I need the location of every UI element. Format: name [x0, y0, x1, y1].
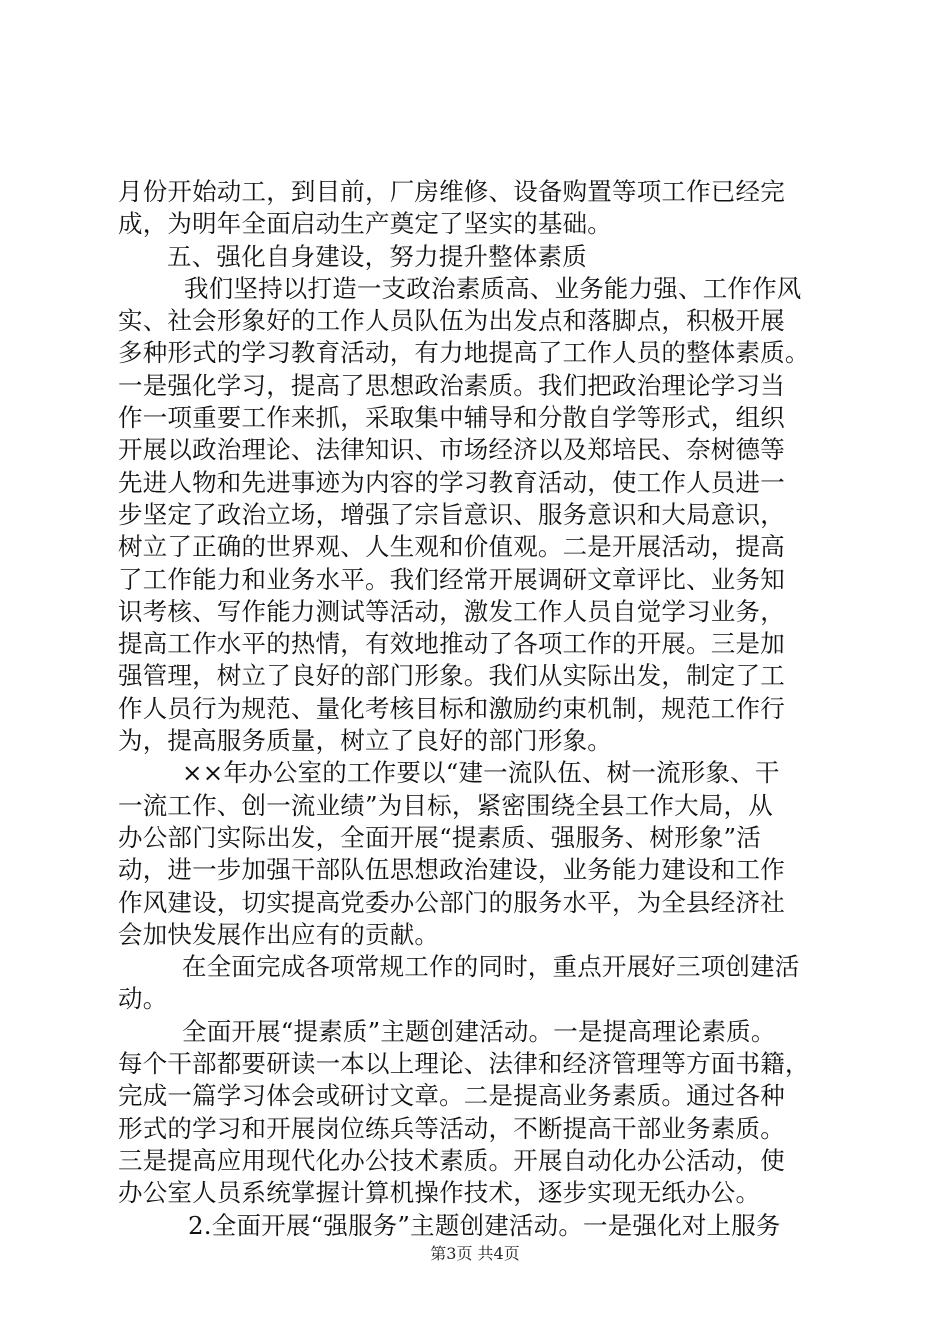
text-line: 一流工作、创一流业绩”为目标，紧密围绕全县工作大局，从 [118, 790, 773, 820]
paragraph-start: 全面开展“提素质”主题创建活动。一是提高理论素质。 [182, 1016, 776, 1046]
text-line: 开展以政治理论、法律知识、市场经济以及郑培民、奈树德等 [118, 435, 785, 465]
paragraph-start: ××年办公室的工作要以“建一流队伍、树一流形象、干 [182, 758, 780, 788]
text-line: 先进人物和先进事迹为内容的学习教育活动，使工作人员进一 [118, 467, 785, 497]
text-line: 作风建设，切实提高党委办公部门的服务水平，为全县经济社 [118, 887, 785, 917]
text-line: 步坚定了政治立场，增强了宗旨意识、服务意识和大局意识， [118, 499, 785, 529]
text-line: 每个干部都要研读一本以上理论、法律和经济管理等方面书籍， [118, 1049, 810, 1079]
text-line: 识考核、写作能力测试等活动，激发工作人员自觉学习业务， [118, 596, 785, 626]
text-line: 月份开始动工，到目前，厂房维修、设备购置等项工作已经完 [118, 177, 785, 206]
text-line: 强管理，树立了良好的部门形象。我们从实际出发，制定了工 [118, 661, 785, 691]
text-line: 树立了正确的世界观、人生观和价值观。二是开展活动，提高 [118, 532, 785, 562]
text-line: 多种形式的学习教育活动，有力地提高了工作人员的整体素质。 [118, 338, 810, 368]
paragraph-start: 我们坚持以打造一支政治素质高、业务能力强、工作作风 [184, 273, 802, 303]
text-line: 会加快发展作出应有的贡献。 [118, 919, 440, 949]
text-line: 办公室人员系统掌握计算机操作技术，逐步实现无纸办公。 [118, 1178, 761, 1208]
text-line: 为，提高服务质量，树立了良好的部门形象。 [118, 726, 612, 756]
text-line: 成，为明年全面启动生产奠定了坚实的基础。 [118, 209, 612, 239]
section-heading: 五、强化自身建设，努力提升整体素质 [167, 241, 587, 271]
text-line: 动。 [118, 984, 168, 1014]
body-text [118, 176, 840, 1242]
text-line: 办公部门实际出发，全面开展“提素质、强服务、树形象”活 [118, 822, 761, 852]
paragraph-start: 2.全面开展“强服务”主题创建活动。一是强化对上服务 [188, 1210, 781, 1240]
text-line: 实、社会形象好的工作人员队伍为出发点和落脚点，积极开展 [118, 306, 785, 336]
page-footer: 第3页 共4页 [430, 1244, 520, 1263]
text-line: 三是提高应用现代化办公技术素质。开展自动化办公活动，使 [118, 1145, 785, 1175]
paragraph-start: 在全面完成各项常规工作的同时，重点开展好三项创建活 [182, 952, 800, 982]
text-line: 作一项重要工作来抓，采取集中辅导和分散自学等形式，组织 [118, 403, 785, 433]
text-line: 提高工作水平的热情，有效地推动了各项工作的开展。三是加 [118, 629, 785, 659]
text-line: 形式的学习和开展岗位练兵等活动，不断提高干部业务素质。 [118, 1113, 785, 1143]
text-line: 了工作能力和业务水平。我们经常开展调研文章评比、业务知 [118, 564, 785, 594]
text-line: 动，进一步加强干部队伍思想政治建设，业务能力建设和工作 [118, 855, 785, 885]
text-line: 完成一篇学习体会或研讨文章。二是提高业务素质。通过各种 [118, 1081, 785, 1111]
text-line: 作人员行为规范、量化考核目标和激励约束机制，规范工作行 [118, 693, 785, 723]
text-line: 一是强化学习，提高了思想政治素质。我们把政治理论学习当 [118, 370, 785, 400]
